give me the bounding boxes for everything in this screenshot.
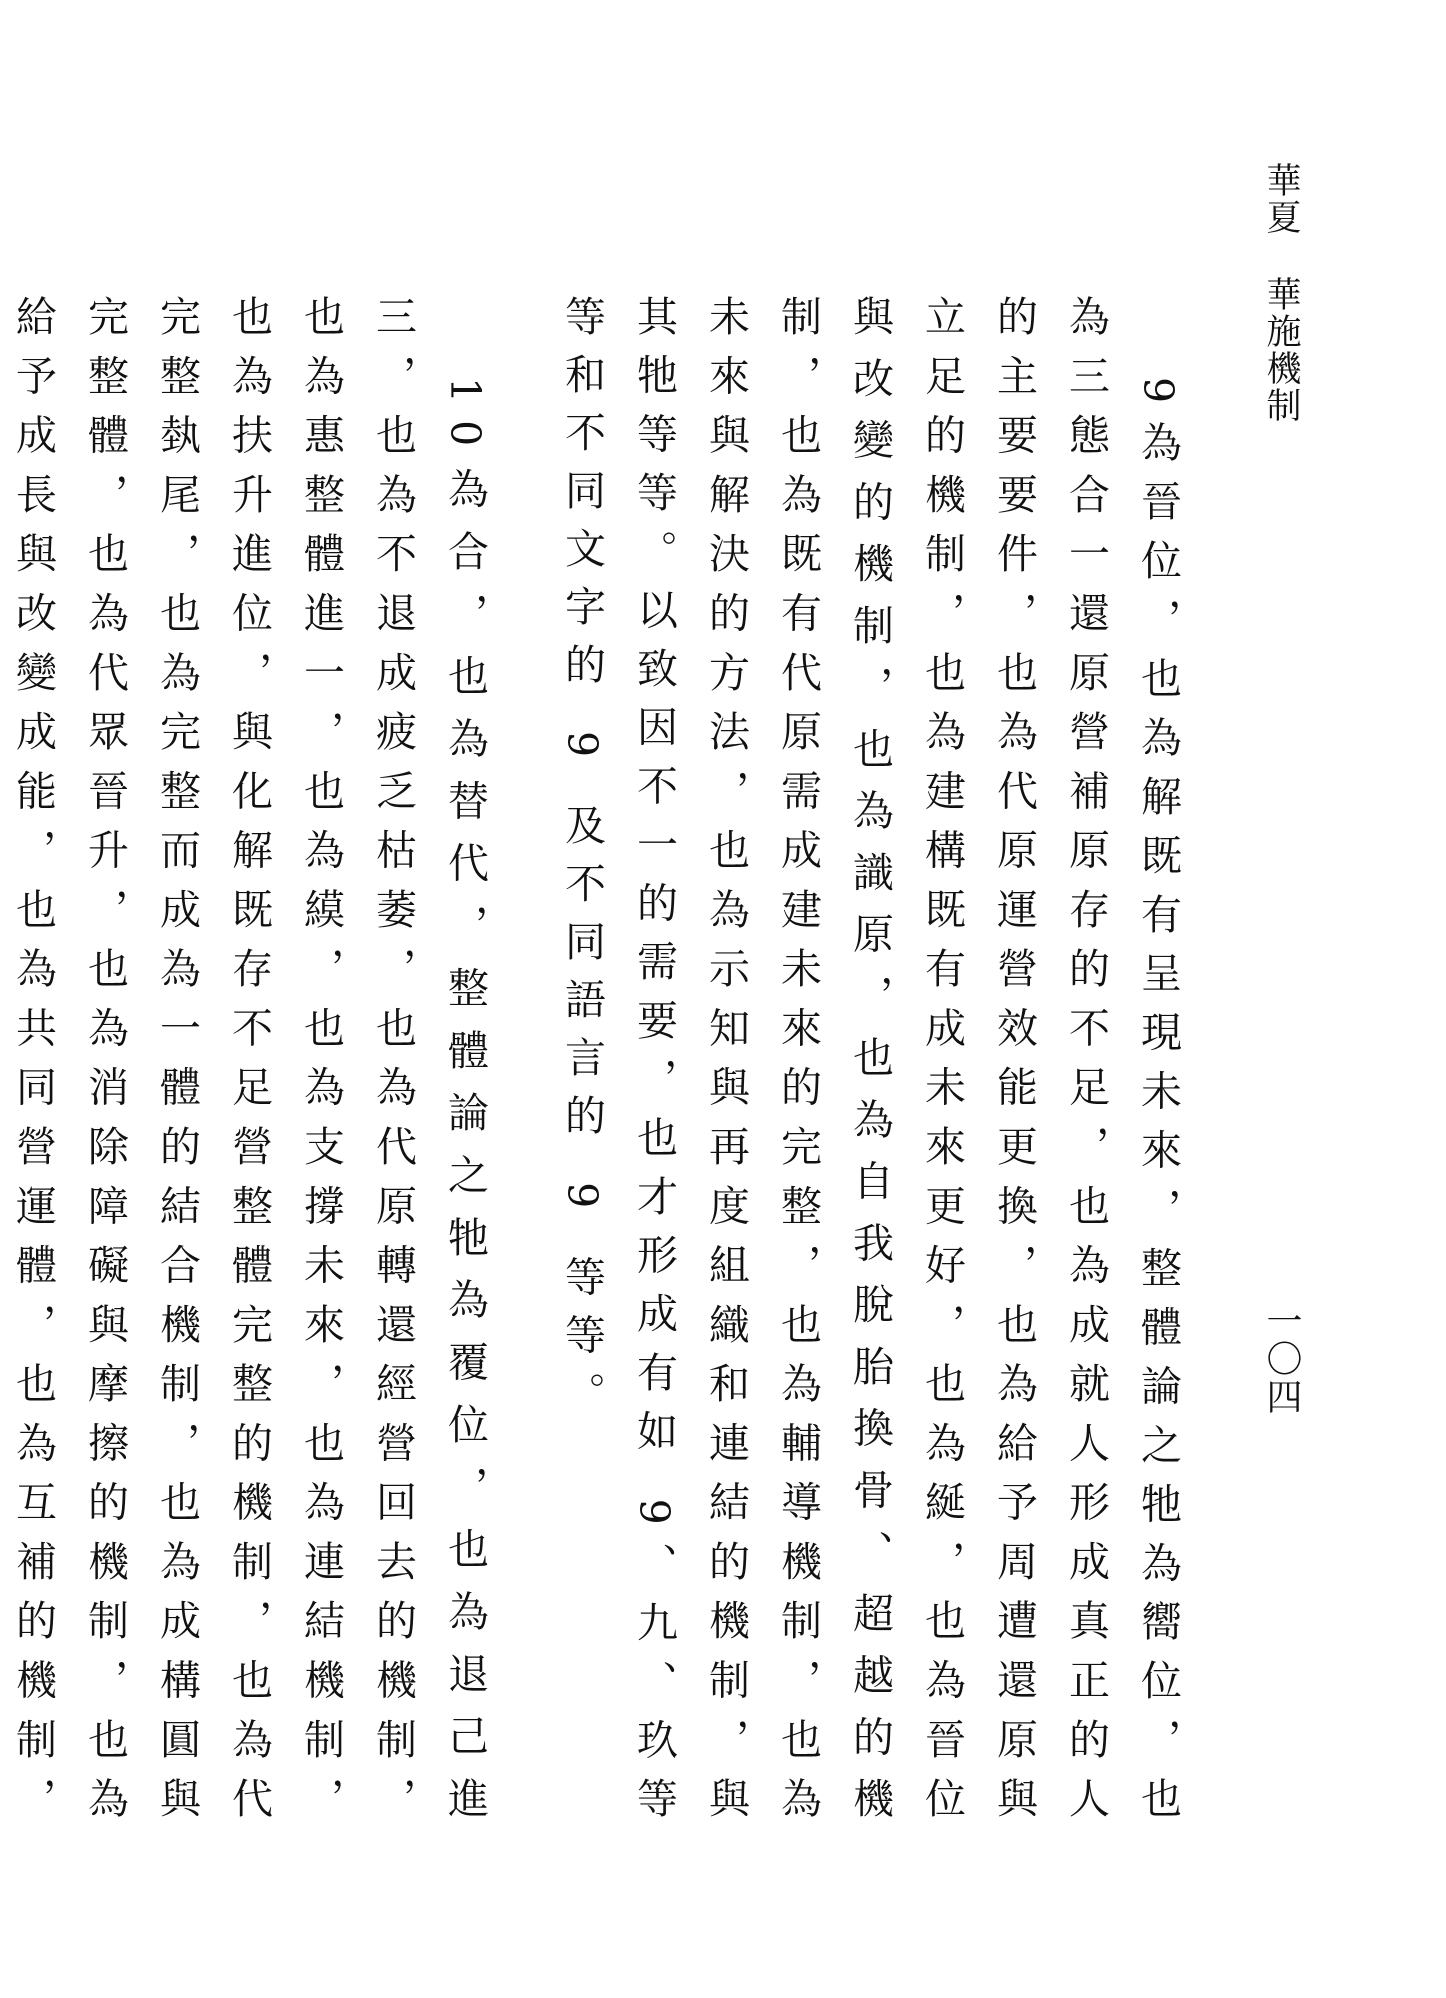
book-title: 華夏 [1261, 162, 1301, 236]
chapter-title: 華施機制 [1261, 276, 1301, 424]
running-header [1261, 162, 1301, 424]
paragraph-9: 9為晉位，也為解既有呈現未來，整體論之牠為嚮位，也為三態合一還原營補原存的不足，也為成就人形成真正的人的主要要件，也為代原運營效能更換，也為給予周遭還原與立足的機制，也為建構既有成未來更好，也為綖，也為晉位與改變的機制，也為識原，也為自我脫胎換骨、超越的機制，也為既有代原需成建未來的完整，也為輔導機制，也為未來與解決的方法，也為示知與再度組織和連結的機制，與其牠等等。以致因不一的需要，也才形成有如 9、九、玖等等和不同文字的 9 及不同語言的 9 等等。 [558, 295, 1182, 1835]
main-text [0, 295, 1194, 1835]
page-number: 一〇四 [1261, 1302, 1302, 1416]
paragraph-10: 10為合，也為替代，整體論之牠為覆位，也為退己進三，也為不退成疲乏枯萎，也為代原轉還經營回去的機制，也為惠整體進一，也為縸，也為支撐未來，也為連結機制，也為扶升進位，與化解既存不足營整體完整的機制，也為代完整埶尾，也為完整而成為一體的結合機制，也為成構圓與完整體，也為代眾晉升，也為消除障礙與摩擦的機制，也為給予成長與改變成能，也為共同營運體，也為互補的機制， [9, 295, 489, 1835]
